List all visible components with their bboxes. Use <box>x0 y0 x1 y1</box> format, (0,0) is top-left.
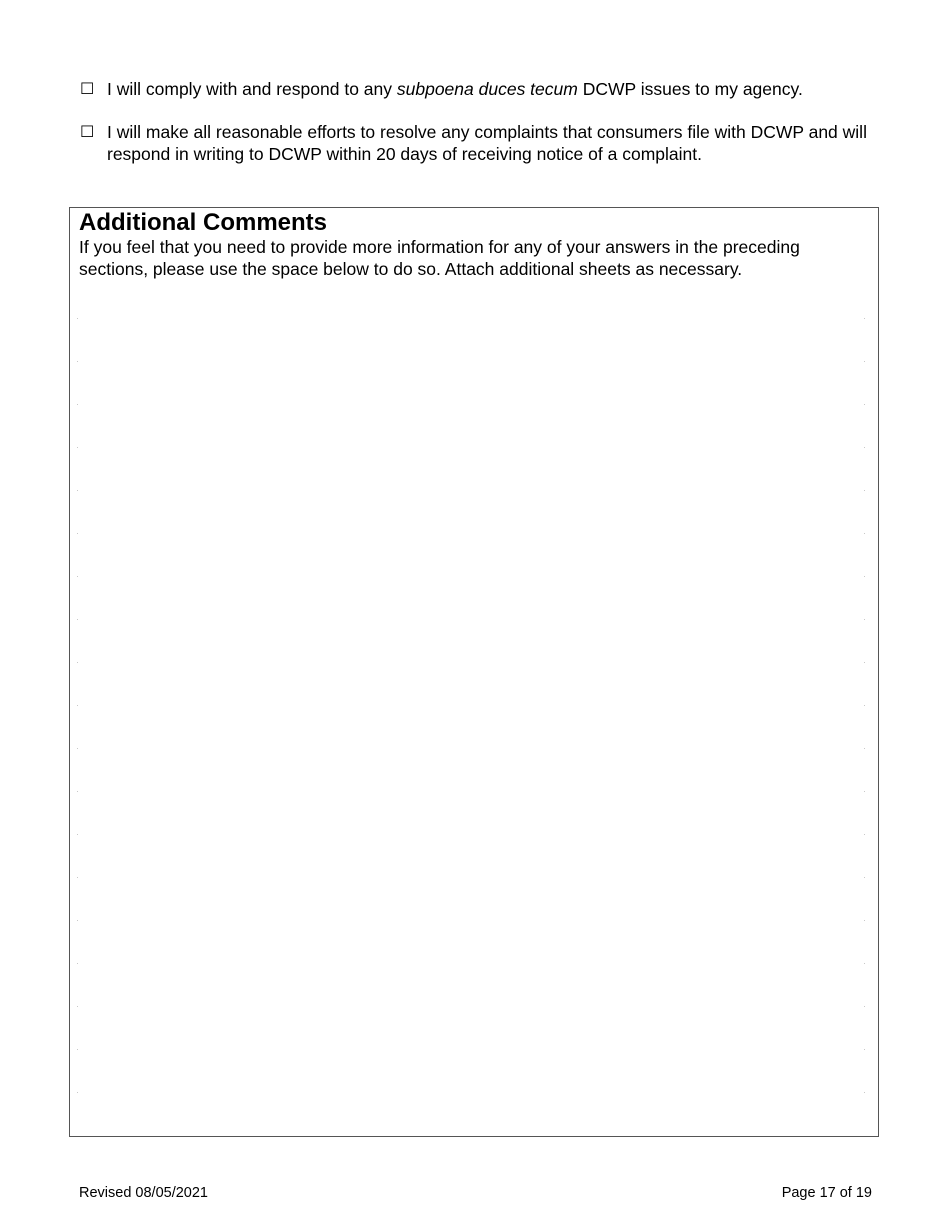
checkbox-complaints[interactable]: ☐ <box>80 122 95 141</box>
section-title: Additional Comments <box>79 209 328 236</box>
additional-comments-field[interactable] <box>76 303 876 1132</box>
checklist-item-text: I will make all reasonable efforts to resolve any complaints that consumers file with DCWP and will respond in writing to DCWP within 20 days of receiving notice of a complaint. <box>107 122 867 164</box>
checklist-item-subpoena <box>80 78 870 100</box>
checkbox-subpoena[interactable]: ☐ <box>80 79 95 98</box>
revised-date: Revised 08/05/2021 <box>79 1185 208 1201</box>
text-before: I will comply with and respond to any <box>107 79 397 99</box>
section-description: If you feel that you need to provide more information for any of your answers in the preceding sections, please use the space below to do so. Attach additional sheets as necessary. <box>79 237 800 279</box>
additional-comments-section <box>69 207 879 1137</box>
checklist-item-complaints <box>80 121 870 165</box>
checklist-item-text <box>107 78 870 100</box>
text-after: DCWP issues to my agency. <box>577 79 803 99</box>
text-italic: subpoena duces tecum <box>396 79 578 99</box>
page-number: Page 17 of 19 <box>781 1185 872 1201</box>
